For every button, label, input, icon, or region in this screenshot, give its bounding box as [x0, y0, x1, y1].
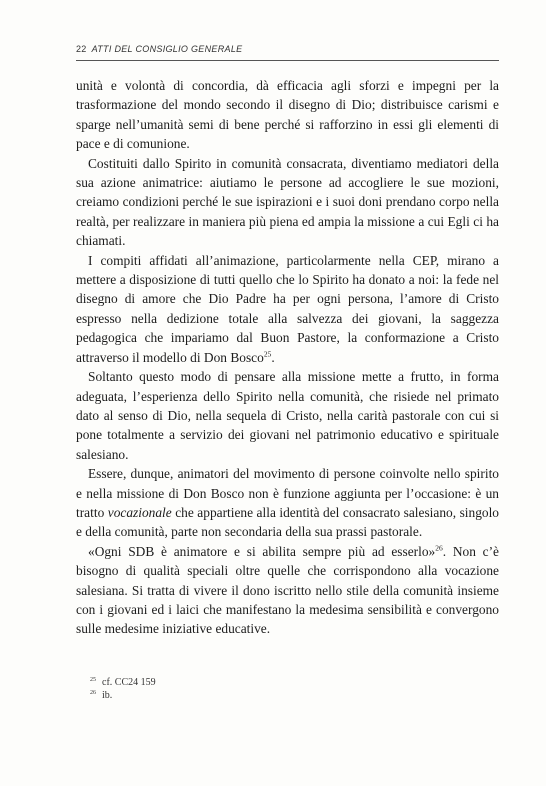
footnote-ref-26[interactable]: 26	[435, 543, 443, 553]
paragraph-3-end: .	[271, 349, 275, 365]
footnote-mark: 26	[90, 689, 96, 696]
running-title: ATTI DEL CONSIGLIO GENERALE	[91, 44, 243, 54]
paragraph-5-text-b: che appartiene alla identità del consacrato salesiano, singolo e della comunità, parte non secondaria della sua prassi pastorale.	[76, 504, 499, 540]
paragraph-3-text: I compiti affidati all’animazione, particolarmente nella CEP, mirano a mettere a disposizione di tutti quello che lo Spirito ha donato a noi: la fede nel disegno di amore che Dio Padre ha per ogni persona, l’amore di Cristo espresso nella dedizione totale alla salvezza dei giovani, la saggezza pedagogica che impariamo dal Buon Pastore, la conformazione a Cristo attraverso il modello di Don Bosco	[76, 252, 499, 365]
paragraph-5-text-a: Essere, dunque, animatori del movimento di persone coinvolte nello spirito e nella missione di Don Bosco non è funzione aggiunta per l’occasione: è un tratto	[76, 466, 499, 520]
paragraph-6-quote: «Ogni SDB è animatore e si abilita sempre più ad esserlo»	[88, 543, 436, 559]
paragraph-4: Soltanto questo modo di pensare alla missione mette a frutto, in forma adeguata, l’esperienza dello Spirito nella comunità, che risiede nel primato dato al senso di Dio, nella sequela di Cristo, nella carità pastorale con cui si pone totalmente a servizio dei giovani nel patrimonio educativo e spirituale salesiano.	[76, 369, 499, 462]
paragraph-6-text: . Non c’è bisogno di qualità speciali oltre quelle che corrispondono alla vocazione salesiana. Si tratta di vivere il dono iscritto nello stile della comunità insieme con i giovani ed i laici che manifestano la medesima sensibilità e convergono sulle medesime iniziative educative.	[76, 543, 500, 637]
page-number: 22	[76, 44, 87, 54]
footnotes	[76, 676, 499, 702]
paragraph-5	[76, 464, 499, 542]
footnote-26	[92, 689, 499, 702]
paragraph-3	[76, 251, 499, 367]
paragraph-6	[76, 542, 499, 639]
main-text	[76, 76, 499, 639]
paragraph-2: Costituiti dallo Spirito in comunità consacrata, diventiamo mediatori della sua azione animatrice: aiutiamo le persone ad accogliere le sue mozioni, creiamo condizioni perché le sue ispirazioni e i suoi doni prendano corpo nella realtà, per realizzare in maniera più piena ed ampia la missione a cui Egli ci ha chiamati.	[76, 155, 499, 249]
footnote-ref-25[interactable]: 25	[263, 349, 272, 359]
paragraph-1: unità e volontà di concordia, dà efficacia agli sforzi e impegni per la trasformazione del mondo secondo il disegno di Dio; distribuisce carismi e sparge nell’umanità semi di bene perché si rafforzino in essi gli elementi di pace e di comunione.	[76, 78, 499, 152]
running-header	[76, 44, 499, 60]
footnote-25	[92, 676, 499, 689]
footnote-text: cf. CC24 159	[102, 677, 156, 688]
paragraph-5-emphasis: vocazionale	[107, 504, 172, 520]
footnote-text: ib.	[102, 690, 113, 701]
header-rule	[76, 60, 499, 61]
footnote-mark: 25	[90, 676, 96, 683]
